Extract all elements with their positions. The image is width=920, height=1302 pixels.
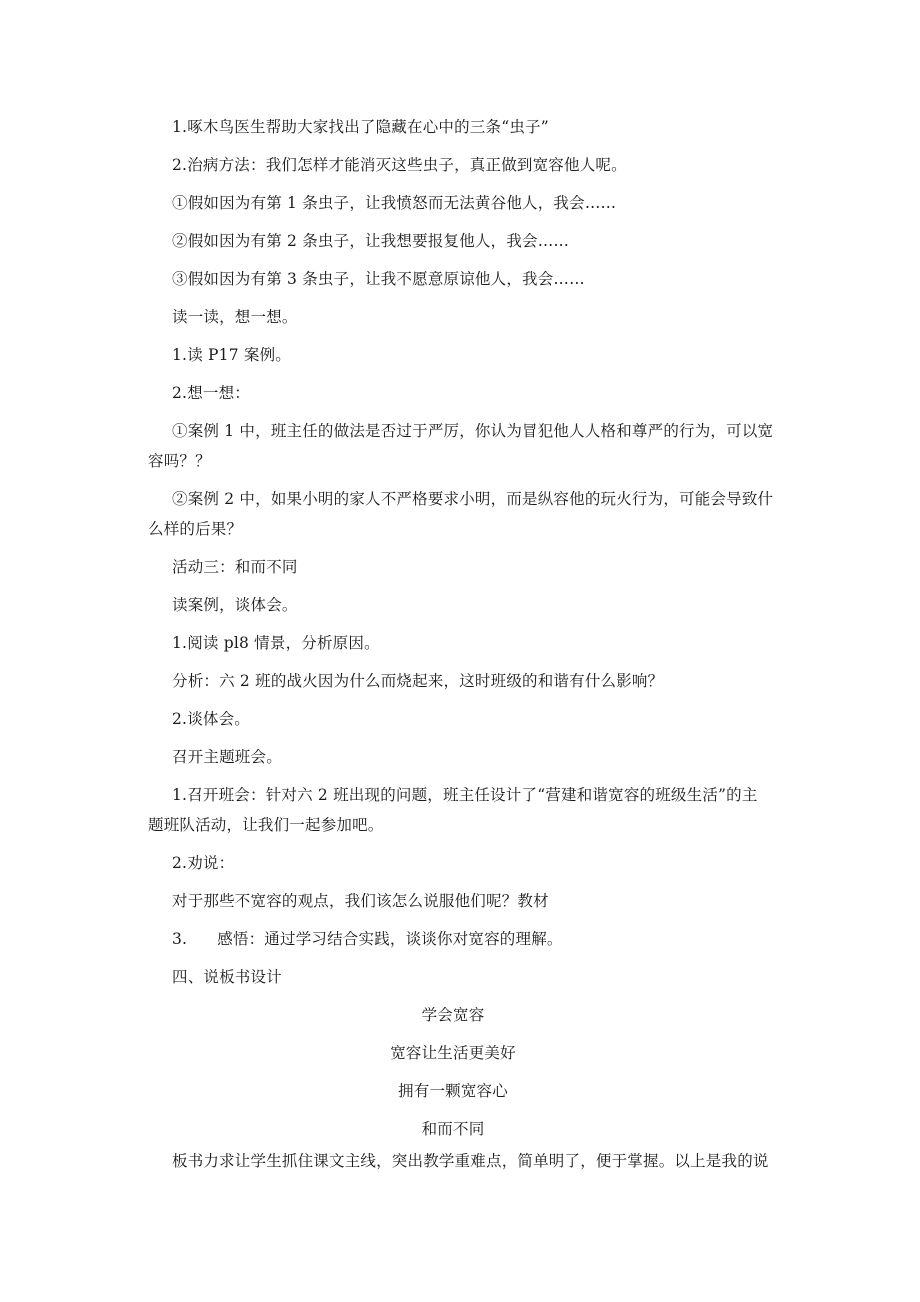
paragraph-final: 板书力求让学生抓住课文主线，突出教学重难点，简单明了，便于掌握。以上是我的说 [172,1152,769,1170]
paragraph-19: 对于那些不宽容的观点，我们该怎么说服他们呢？教材 [172,892,549,910]
paragraph-13: 1.阅读 pl8 情景，分析原因。 [172,634,380,652]
paragraph-9-line-1: ①案例 1 中，班主任的做法是否过于严厉，你认为冒犯他人人格和尊严的行为，可以宽 [172,422,774,440]
paragraph-3: ①假如因为有第 1 条虫子，让我愤怒而无法黄谷他人，我会…… [172,194,617,212]
paragraph-6: 读一读，想一想。 [172,308,298,326]
paragraph-17-line-1: 1.召开班会：针对六 2 班出现的问题，班主任设计了“营建和谐宽容的班级生活”的主 [172,786,758,804]
paragraph-2: 2.治病方法：我们怎样才能消灭这些虫子，真正做到宽容他人呢。 [172,156,627,174]
paragraph-7: 1.读 P17 案例。 [172,346,291,364]
section-heading: 四、说板书设计 [172,968,282,986]
paragraph-9 [148,416,782,476]
paragraph-10-line-2: 么样的后果？ [148,520,243,538]
paragraph-16: 召开主题班会。 [172,748,282,766]
board-title: 学会宽容 [421,1006,485,1024]
paragraph-10 [148,484,782,544]
paragraph-5: ③假如因为有第 3 条虫子，让我不愿意原谅他人，我会…… [172,270,585,288]
paragraph-15: 2.谈体会。 [172,710,250,728]
paragraph-17-line-2: 题班队活动，让我们一起参加吧。 [148,816,384,834]
document-body [148,112,782,1184]
paragraph-11: 活动三：和而不同 [172,558,298,576]
paragraph-14: 分析：六 2 班的战火因为什么而烧起来，这时班级的和谐有什么影响？ [172,672,664,690]
paragraph-10-line-1: ②案例 2 中，如果小明的家人不严格要求小明，而是纵容他的玩火行为，可能会导致什 [172,490,774,508]
paragraph-12: 读案例，谈体会。 [172,596,298,614]
paragraph-1: 1.啄木鸟医生帮助大家找出了隐藏在心中的三条“虫子” [172,118,549,136]
paragraph-18: 2.劝说： [172,854,235,872]
paragraph-4: ②假如因为有第 2 条虫子，让我想要报复他人，我会…… [172,232,570,250]
board-line-2: 拥有一颗宽容心 [398,1082,508,1100]
paragraph-17 [148,780,782,840]
paragraph-20-text: 感悟：通过学习结合实践，谈谈你对宽容的理解。 [217,930,563,948]
paragraph-9-line-2: 容吗？？ [148,452,211,470]
board-line-3: 和而不同 [421,1120,485,1138]
paragraph-20 [172,924,782,954]
list-number: 3. [172,930,188,948]
paragraph-8: 2.想一想： [172,384,250,402]
board-line-1: 宽容让生活更美好 [390,1044,516,1062]
